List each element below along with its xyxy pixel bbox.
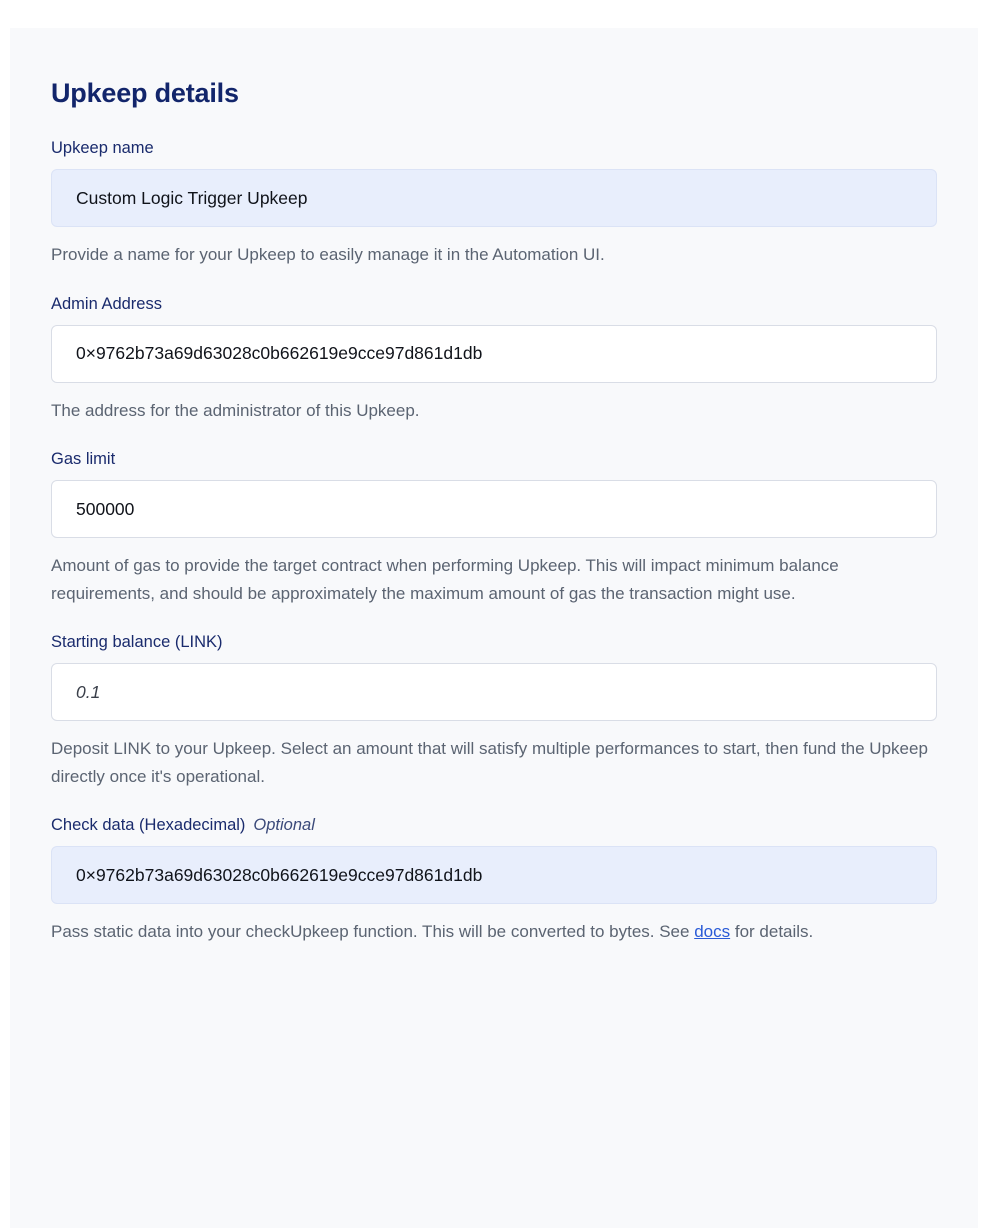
field-check-data [51,816,937,946]
check-data-help [51,918,931,946]
field-admin-address [51,295,937,425]
page-title: Upkeep details [51,78,239,108]
upkeep-name-input[interactable]: Custom Logic Trigger Upkeep [51,169,937,227]
starting-balance-input[interactable]: 0.1 [51,663,937,721]
upkeep-name-label: Upkeep name [51,139,154,157]
starting-balance-label: Starting balance (LINK) [51,633,223,652]
check-data-help-prefix: Pass static data into your checkUpkeep function. This will be converted to bytes. See [51,922,695,942]
check-data-input[interactable]: 0×9762b73a69d63028c0b662619e9cce97d861d1db [51,846,937,904]
field-gas-limit [51,450,937,607]
field-starting-balance [51,633,937,790]
field-upkeep-name [51,139,937,269]
upkeep-name-help: Provide a name for your Upkeep to easily manage it in the Automation UI. [51,245,605,264]
admin-address-help: The address for the administrator of this Upkeep. [51,400,420,420]
check-data-label [51,816,937,835]
gas-limit-input[interactable]: 500000 [51,480,937,538]
admin-address-input[interactable]: 0×9762b73a69d63028c0b662619e9cce97d861d1db [51,325,937,383]
check-data-optional-tag: Optional [253,816,315,835]
gas-limit-help: Amount of gas to provide the target contract when performing Upkeep. This will impact minimum balance requirements, and should be approximately the maximum amount of gas the transaction might use. [51,556,839,603]
check-data-help-suffix: for details. [730,922,814,942]
check-data-label-text: Check data (Hexadecimal) [51,816,246,835]
starting-balance-help: Deposit LINK to your Upkeep. Select an amount that will satisfy multiple performances to start, then fund the Upkeep directly once it's operational. [51,739,928,786]
upkeep-details-panel [10,28,978,1228]
docs-link[interactable]: docs [694,922,731,942]
admin-address-label: Admin Address [51,294,162,313]
gas-limit-label: Gas limit [51,450,116,469]
